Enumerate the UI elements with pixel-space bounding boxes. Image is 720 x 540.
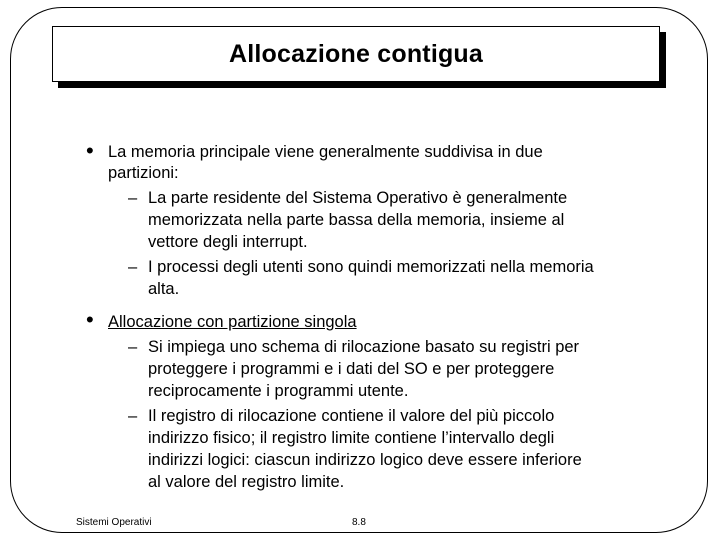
title-box — [52, 26, 660, 82]
slide-title: Allocazione contigua — [228, 39, 484, 68]
sub-1-1-line-2: memorizzata nella parte bassa della memoria, insieme al — [148, 211, 565, 229]
bullet-1-line-1: La memoria principale viene generalmente suddivisa in due — [108, 143, 543, 161]
sub-1-2-dash: – — [128, 258, 138, 276]
sub-2-1-dash: – — [128, 338, 138, 356]
sub-1-2-line-2: alta. — [148, 280, 180, 298]
footer-course: Sistemi Operativi — [76, 517, 152, 528]
sub-2-1-line-2: proteggere i programmi e i dati del SO e per proteggere — [148, 360, 555, 378]
sub-2-1-line-3: reciprocamente i programmi utente. — [148, 382, 409, 400]
sub-2-2-dash: – — [128, 407, 138, 425]
sub-1-2-line-1: I processi degli utenti sono quindi memorizzati nella memoria — [148, 258, 594, 276]
bullet-2-symbol: • — [86, 307, 94, 332]
sub-2-2-line-3: indirizzi logici: ciascun indirizzo logico deve essere inferiore — [148, 451, 582, 469]
sub-2-2-line-4: al valore del registro limite. — [148, 473, 345, 491]
sub-2-1-line-1: Si impiega uno schema di rilocazione basato su registri per — [148, 338, 580, 356]
sub-1-1-dash: – — [128, 189, 138, 207]
footer-page-number: 8.8 — [352, 517, 366, 528]
bullet-1-symbol: • — [86, 138, 94, 163]
sub-1-1-line-3: vettore degli interrupt. — [148, 233, 308, 251]
sub-2-2-line-2: indirizzo fisico; il registro limite contiene l’intervallo degli — [148, 429, 555, 447]
sub-1-1-line-1: La parte residente del Sistema Operativo è generalmente — [148, 189, 568, 207]
sub-2-2-line-1: Il registro di rilocazione contiene il valore del più piccolo — [148, 407, 555, 425]
bullet-2-line-1: Allocazione con partizione singola — [108, 313, 357, 331]
bullet-1-line-2: partizioni: — [108, 164, 179, 182]
